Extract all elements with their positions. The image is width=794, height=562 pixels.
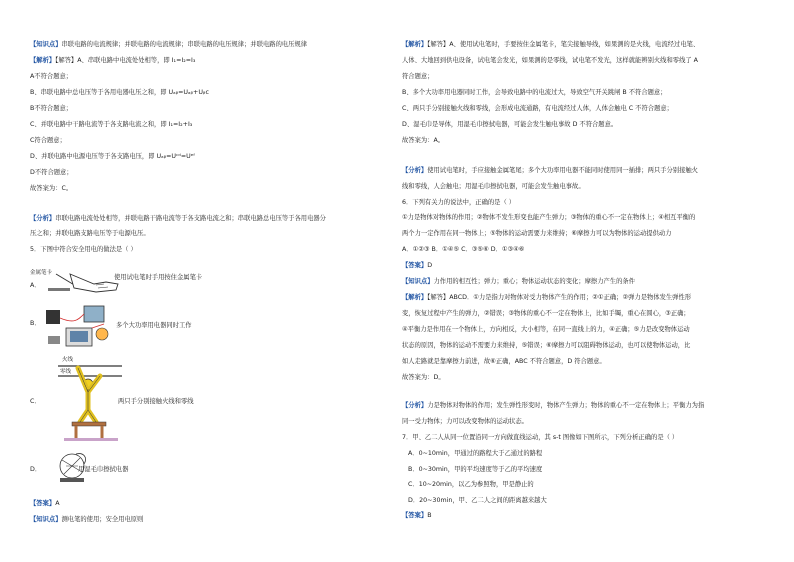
knowledge-point-line — [30, 41, 307, 49]
option-b-label: B． — [30, 320, 41, 327]
option-d-label: D． — [30, 466, 42, 473]
analysis-tag: 【解析】 — [402, 41, 428, 48]
knowledge-point-text: 力作用的相互性；弹力；重心；物体运动状态的变化；摩擦力产生的条件 — [433, 278, 635, 285]
many-appliances-icon — [44, 304, 114, 350]
solution-line-5: C、两只手分别接触火线和零线，会形成电流通路，有电流经过人体，人体会触电 C 不符合题意； — [402, 105, 673, 112]
pen-clip-label: 金属笔卡 — [30, 270, 53, 276]
solution-line-2: 人体、大地回到供电设备，试电笔会发光，如果测的是零线，试电笔不发光，这样就能辨别火线和零线了 A — [402, 57, 698, 64]
solution-line-1 — [402, 41, 699, 49]
solution-line-6: D、湿毛巾是导体，用湿毛巾擦拭电器，可能会发生触电事故 D 不符合题意。 — [402, 121, 618, 128]
answer-line-6 — [402, 262, 432, 270]
option-a-caption: 使用试电笔时手用按住金属笔卡 — [114, 274, 203, 281]
option-a-label: A． — [30, 282, 41, 289]
analysis-tag: 【分析】 — [402, 402, 428, 409]
answer-value: D — [427, 262, 433, 269]
analysis-line-1 — [402, 167, 698, 175]
answer-value: B — [427, 512, 432, 519]
answer-tag: 【答案】 — [402, 262, 428, 269]
question-7: 7．甲、乙二人从同一位置沿同一方向做直线运动，其 s-t 图像如下图所示，下列分析正确的是（ ） — [402, 434, 679, 441]
solution-line-4: B、多个大功率用电器同时工作，会导致电路中的电流过大，导致空气开关跳闸 B 不符合题意； — [402, 89, 667, 96]
option-a-verdict: A不符合题意； — [30, 73, 73, 80]
option-c-caption: 两只手分别接触火线和零线 — [118, 398, 194, 405]
analysis-line-1 — [30, 215, 326, 223]
analysis-text: 串联电路电流处处相等，并联电路干路电流等于各支路电流之和；串联电路总电压等于各用电器分 — [55, 215, 326, 222]
option-d-caption: 用湿毛巾擦拭电器 — [78, 466, 129, 473]
solution-line-3: 符合题意； — [402, 73, 434, 80]
answer-line-5 — [30, 500, 60, 508]
analysis-text: 力是物体对物体的作用；发生弹性形变时，物体产生弹力；物体的重心不一定在物体上；平衡力为指 — [427, 402, 705, 409]
option-d-verdict: D不符合题意； — [30, 169, 73, 176]
question-7-option-c: C．10~20min，以乙为参照物，甲是静止的 — [408, 481, 534, 488]
knowledge-point-line-5 — [30, 516, 143, 524]
answer-value: A — [55, 500, 60, 507]
option-b-verdict: B不符合题意； — [30, 105, 73, 112]
option-b-caption: 多个大功率用电器同时工作 — [116, 322, 192, 329]
question-6-options: A．①②③ B．①④⑤ C．③⑤⑥ D．①③④⑥ — [402, 246, 525, 253]
analysis-text: 使用试电笔时，手应接触金属笔尾；多个大功率用电器不能同时使用同一插排；两只手分别接触火 — [427, 167, 698, 174]
right-column — [402, 0, 774, 562]
analysis-tag: 【分析】 — [402, 167, 428, 174]
analysis-line-2: 压之和；并联电路支路电压等于电源电压。 — [30, 230, 150, 237]
answer-line-7 — [402, 512, 432, 520]
analysis-line-2: 线和零线，人会触电；用湿毛巾擦拭电器，可能会发生触电事故。 — [402, 183, 585, 190]
answer-tag: 【答案】 — [402, 512, 428, 519]
question-7-option-a: A．0~10min，甲通过的路程大于乙通过的路程 — [408, 450, 543, 457]
analysis-6-line-2: 同一受力物体；力可以改变物体的运动状态。 — [402, 418, 528, 425]
solution-6-line-5: 如人走路就是靠摩擦力前进，故⑥正确，ABC 不符合题意，D 符合题意。 — [402, 358, 606, 365]
question-7-option-b: B．0~30min，甲的平均速度等于乙的平均速度 — [408, 466, 543, 473]
test-pen-hand-icon — [46, 268, 136, 296]
solution-text: 【解答】A、串联电路中电流处处相等，即 I₁=I₂=I₃ — [55, 57, 196, 64]
solution-6-line-4: 状态的原因，物体的运动不需要力来维持，⑤错误；⑥摩擦力可以阻碍物体运动，也可以使物体运动，比 — [402, 342, 691, 349]
question-5: 5．下图中符合安全用电的做法是（ ） — [30, 246, 137, 253]
question-6-statements-1: ①力是物体对物体的作用；②物体不发生形变也能产生弹力；③物体的重心不一定在物体上；④相互平衡的 — [402, 214, 696, 221]
solution-6-answer: 故答案为：D。 — [402, 374, 445, 381]
fire-wire-label: 火线 — [62, 357, 74, 363]
question-7-option-d: D．20~30min，甲、乙二人之间的距离越来越大 — [408, 497, 547, 504]
solution-6-line-3: ④平衡力是作用在一个物体上，方向相反，大小相等，在同一直线上的力，④正确；⑤力是改变物体运动 — [402, 326, 690, 333]
analysis-tag: 【解析】 — [402, 294, 428, 301]
knowledge-point-text: 测电笔的使用；安全用电原则 — [61, 516, 144, 523]
analysis-tag: 【解析】 — [30, 57, 56, 64]
option-c-label: C． — [30, 398, 41, 405]
knowledge-point-text: 串联电路的电流规律；并联电路的电流规律；串联电路的电压规律；并联电路的电压规律 — [61, 41, 308, 48]
solution-line — [30, 57, 195, 65]
knowledge-point-tag: 【知识点】 — [402, 278, 434, 285]
solution-text: 【解答】ABCD．①力是指力对物体对受力物体产生的作用；②①正确；②弹力是物体发生弹性形 — [427, 294, 692, 301]
option-c-verdict: C符合题意； — [30, 137, 66, 144]
knowledge-point-line-6 — [402, 278, 635, 286]
zero-wire-label: 零线 — [60, 369, 72, 375]
analysis-tag: 【分析】 — [30, 215, 56, 222]
option-c-explain: C、并联电路中干路电流等于各支路电流之和，即 I₁=I₂+I₃ — [30, 121, 193, 128]
question-6-statements-2: 两个力一定作用在同一物体上；⑤物体的运动需要力来维持；⑥摩擦力可以为物体的运动提供动力 — [402, 230, 672, 237]
knowledge-point-tag: 【知识点】 — [30, 516, 62, 523]
question-6: 6．下列有关力的说法中，正确的是（ ） — [402, 199, 516, 206]
solution-6-line-1 — [402, 294, 691, 302]
solution-6-line-2: 变，恢复过程中产生的弹力，②错误；③物体的重心不一定在物体上，比如手镯，重心在圆心，③正确； — [402, 310, 690, 317]
answer-line: 故答案为：C。 — [30, 185, 73, 192]
answer-tag: 【答案】 — [30, 500, 56, 507]
option-b-explain: B、串联电路中总电压等于各用电器电压之和，即 Uₐᵦ=Uₐᵦ+Uᵦc — [30, 89, 209, 96]
knowledge-point-tag: 【知识点】 — [30, 41, 62, 48]
solution-answer: 故答案为：A。 — [402, 137, 445, 144]
analysis-6-line-1 — [402, 402, 704, 410]
person-touching-wires-icon — [58, 362, 122, 444]
solution-text: 【解答】A、使用试电笔时，手要按住金属笔卡，笔尖接触导线，如果测的是火线，电流经过电笔、 — [427, 41, 700, 48]
left-column — [30, 0, 402, 562]
option-d-explain: D、并联电路中电源电压等于各支路电压，即 Uₐᵦ=Uᶜᵈ=Uᵉᶠ — [30, 153, 196, 160]
